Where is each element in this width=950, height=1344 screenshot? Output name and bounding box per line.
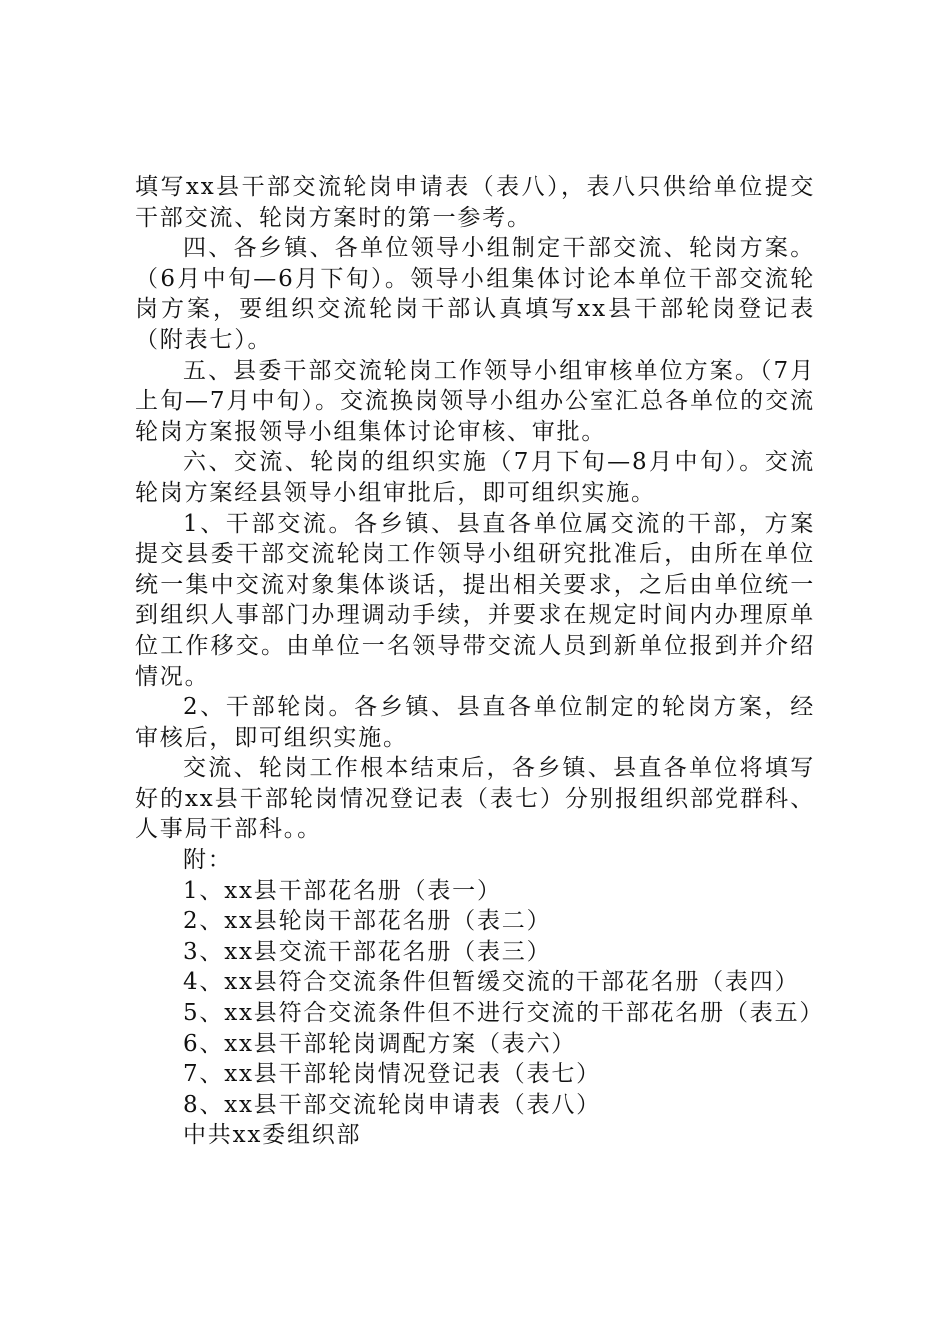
paragraph-cadre-rotation: 2、干部轮岗。各乡镇、县直各单位制定的轮岗方案，经审核后，即可组织实施。	[135, 694, 815, 751]
appendix-heading: 附：	[183, 847, 233, 874]
paragraph-cadre-exchange: 1、干部交流。各乡镇、县直各单位属交流的干部，方案提交县委干部交流轮岗工作领导小组研究批准后，由所在单位统一集中交流对象集体谈话，提出相关要求，之后由单位统一到组织人事部门办理调动手续，并要求在规定时间内办理原单位工作移交。由单位一名领导带交流人员到新单位报到并介绍情况。	[135, 510, 815, 690]
appendix-item-2: 2、xx县轮岗干部花名册（表二）	[183, 908, 552, 935]
appendix-item-7: 7、xx县干部轮岗情况登记表（表七）	[183, 1061, 601, 1088]
appendix-item-1: 1、xx县干部花名册（表一）	[183, 877, 502, 904]
appendix-item-5: 5、xx县符合交流条件但不进行交流的干部花名册（表五）	[183, 1000, 825, 1027]
document-body	[135, 172, 825, 1151]
paragraph-step-four: 四、各乡镇、各单位领导小组制定干部交流、轮岗方案。（6月中旬—6月下旬）。领导小组集体讨论本单位干部交流轮岗方案，要组织交流轮岗干部认真填写xx县干部轮岗登记表（附表七）。	[135, 235, 815, 353]
appendix-item-8: 8、xx县干部交流轮岗申请表（表八）	[183, 1091, 601, 1118]
paragraph-step-six: 六、交流、轮岗的组织实施（7月下旬—8月中旬）。交流轮岗方案经县领导小组审批后，即可组织实施。	[135, 449, 815, 506]
appendix-item-3: 3、xx县交流干部花名册（表三）	[183, 938, 552, 965]
paragraph-step-five: 五、县委干部交流轮岗工作领导小组审核单位方案。（7月上旬—7月中旬）。交流换岗领导小组办公室汇总各单位的交流轮岗方案报领导小组集体讨论审核、审批。	[135, 357, 815, 445]
paragraph-continuation: 填写xx县干部交流轮岗申请表（表八），表八只供给单位提交干部交流、轮岗方案时的第一参考。	[135, 174, 815, 231]
appendix-item-6: 6、xx县干部轮岗调配方案（表六）	[183, 1030, 577, 1057]
paragraph-completion: 交流、轮岗工作根本结束后，各乡镇、县直各单位将填写好的xx县干部轮岗情况登记表（表七）分别报组织部党群科、人事局干部科。。	[135, 755, 815, 843]
signature-organization: 中共xx委组织部	[183, 1122, 362, 1149]
appendix-item-4: 4、xx县符合交流条件但暂缓交流的干部花名册（表四）	[183, 969, 800, 996]
